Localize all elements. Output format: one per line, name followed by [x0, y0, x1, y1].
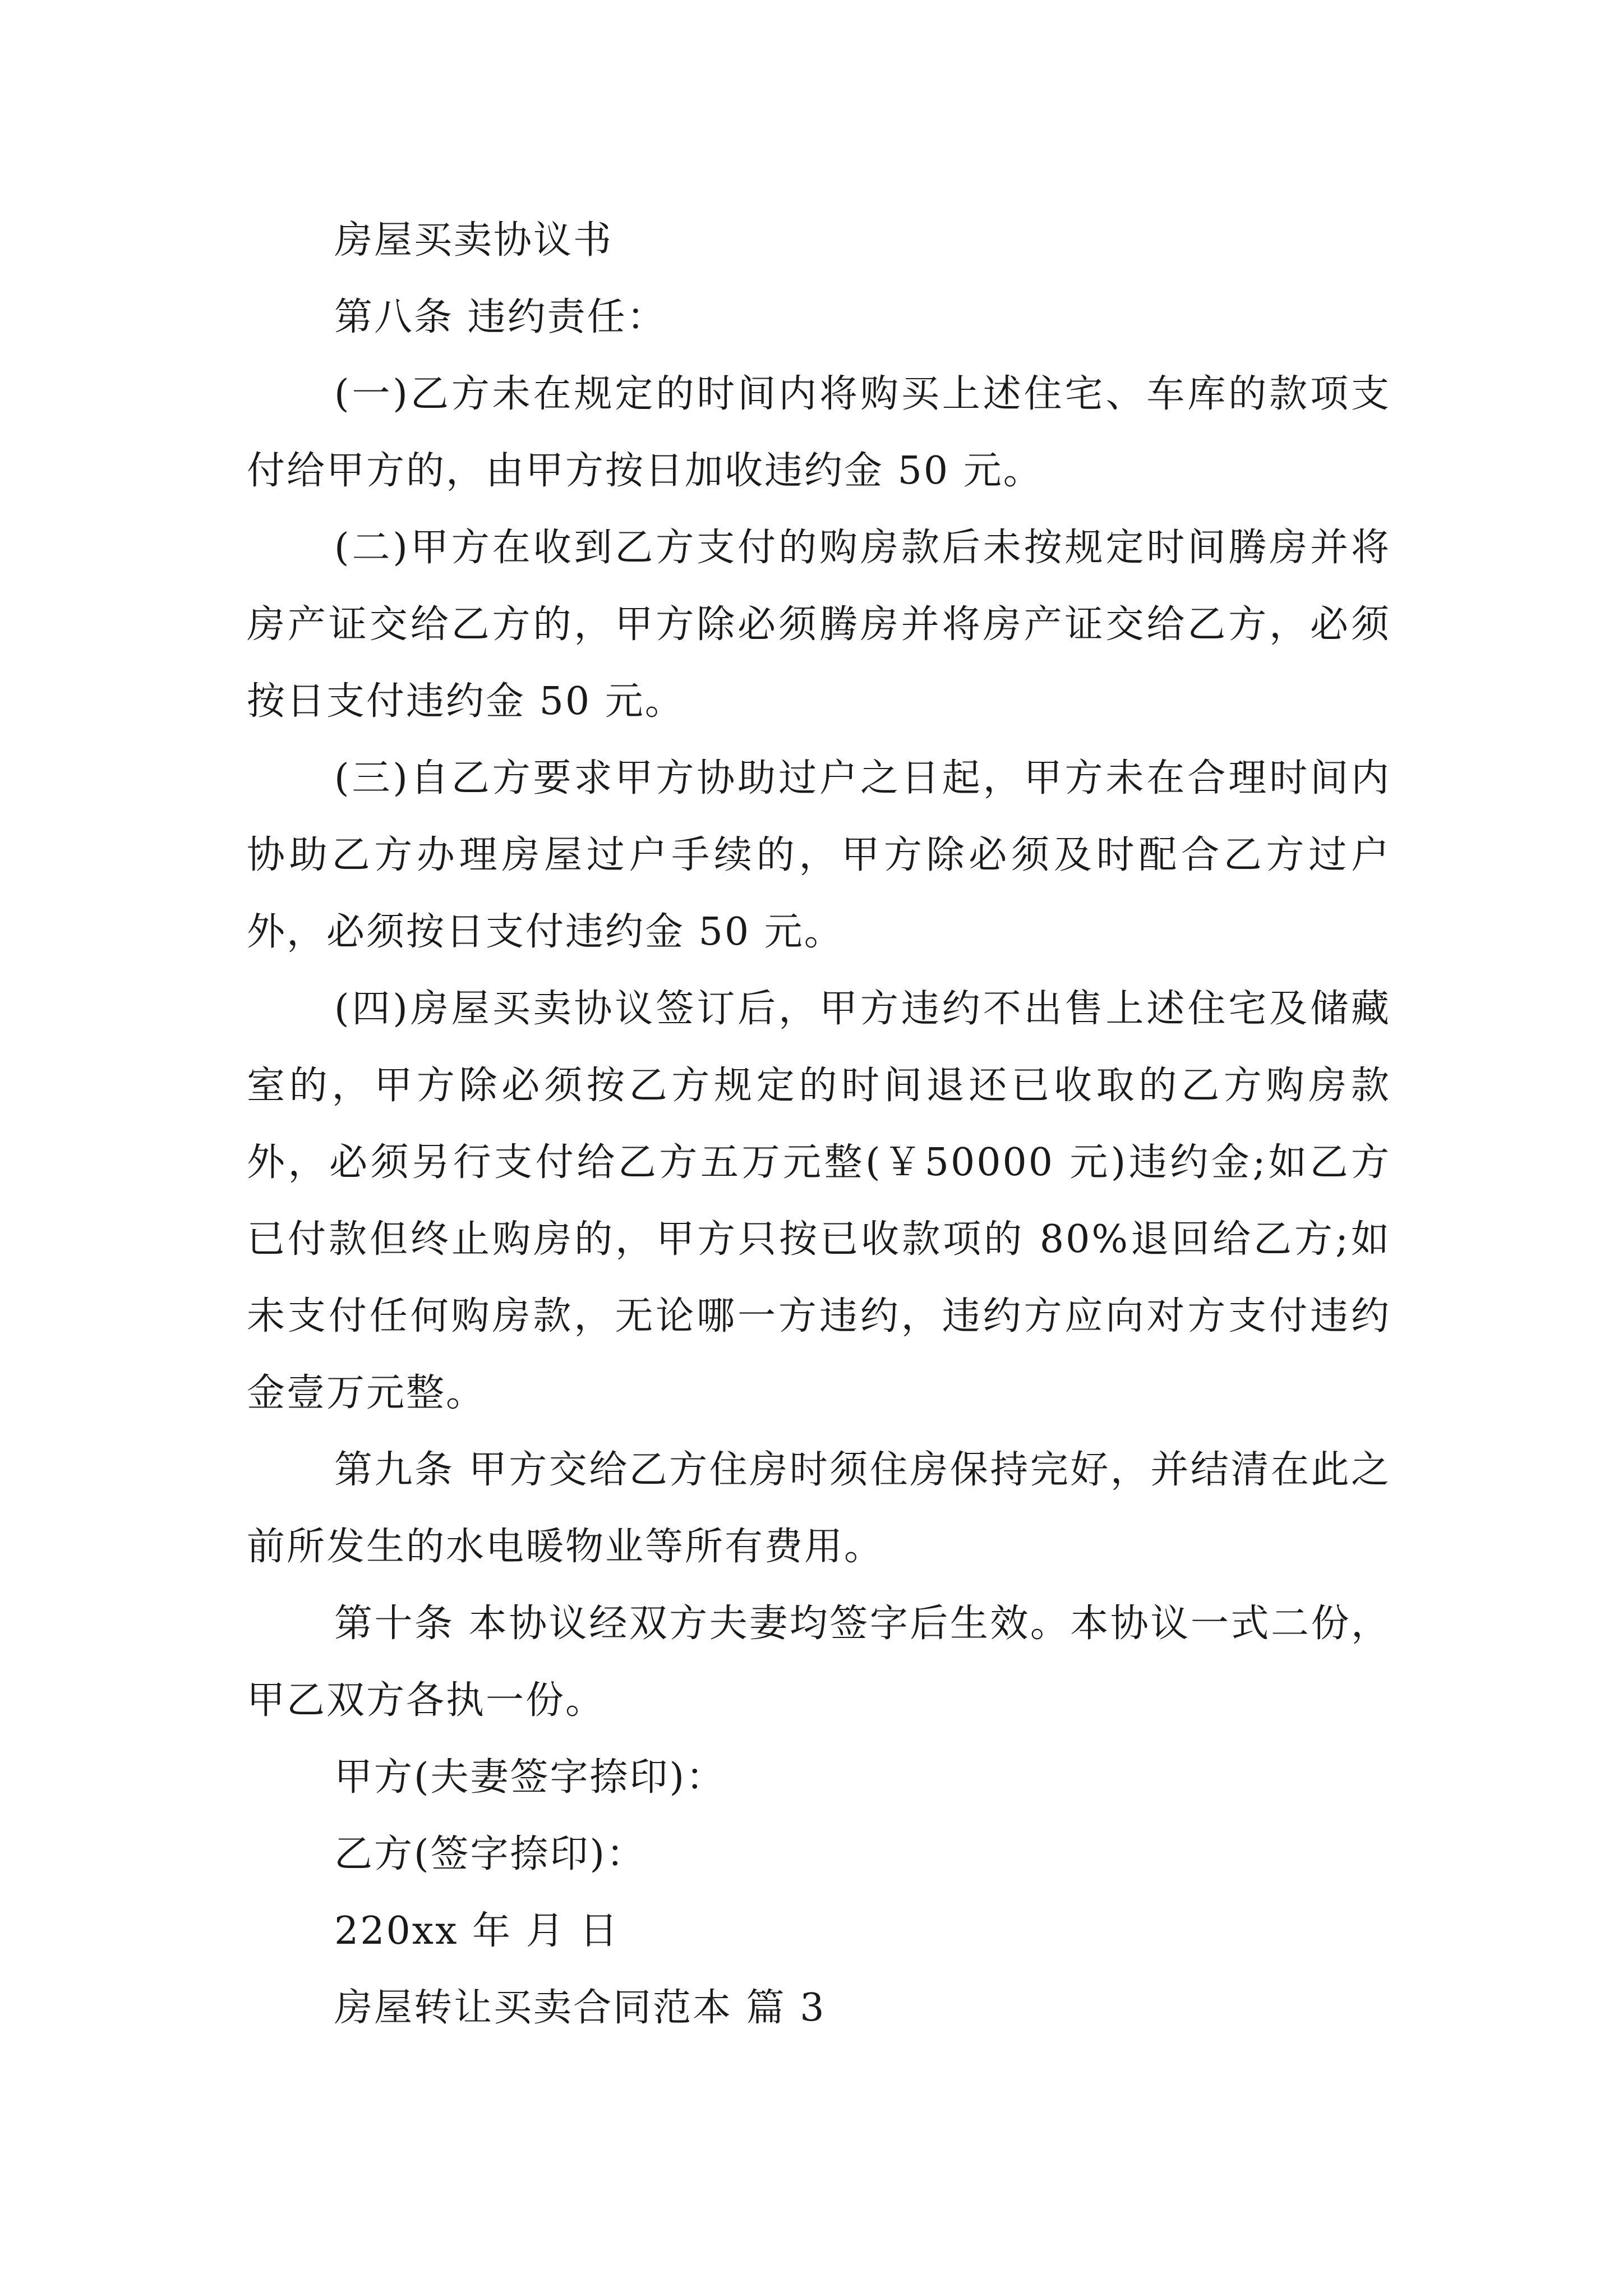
clause-4: (四)房屋买卖协议签订后，甲方违约不出售上述住宅及储藏室的，甲方除必须按乙方规定的时间退还已收取的乙方购房款外，必须另行支付给乙方五万元整(￥50000 元)违约金;如乙方已付款但终止购房的，甲方只按已收款项的 80%退回给乙方;如未支付任何购房款，无论哪一方违约，违约方应向对方支付违约金壹万元整。: [247, 987, 1391, 1415]
document-body: [247, 202, 1391, 2046]
clause-1: (一)乙方未在规定的时间内将购买上述住宅、车库的款项支付给甲方的，由甲方按日加收违约金 50 元。: [247, 372, 1391, 493]
clause-2: (二)甲方在收到乙方支付的购房款后未按规定时间腾房并将房产证交给乙方的，甲方除必须腾房并将房产证交给乙方，必须按日支付违约金 50 元。: [247, 526, 1391, 724]
party-b-signature-line: 乙方(签字捺印)：: [334, 1832, 647, 1876]
document-title: 房屋买卖协议书: [334, 218, 614, 263]
article-10: 第十条 本协议经双方夫妻均签字后生效。本协议一式二份，甲乙双方各执一份。: [247, 1602, 1391, 1723]
article-8-heading: 第八条 违约责任：: [334, 295, 667, 339]
next-section-title: 房屋转让买卖合同范本 篇 3: [334, 1986, 826, 2030]
article-9: 第九条 甲方交给乙方住房时须住房保持完好，并结清在此之前所发生的水电暖物业等所有费用。: [247, 1448, 1391, 1569]
date-line: 220xx 年 月 日: [334, 1909, 620, 1953]
clause-3: (三)自乙方要求甲方协助过户之日起，甲方未在合理时间内协助乙方办理房屋过户手续的，甲方除必须及时配合乙方过户外，必须按日支付违约金 50 元。: [247, 756, 1391, 954]
party-a-signature-line: 甲方(夫妻签字捺印)：: [334, 1755, 726, 1800]
